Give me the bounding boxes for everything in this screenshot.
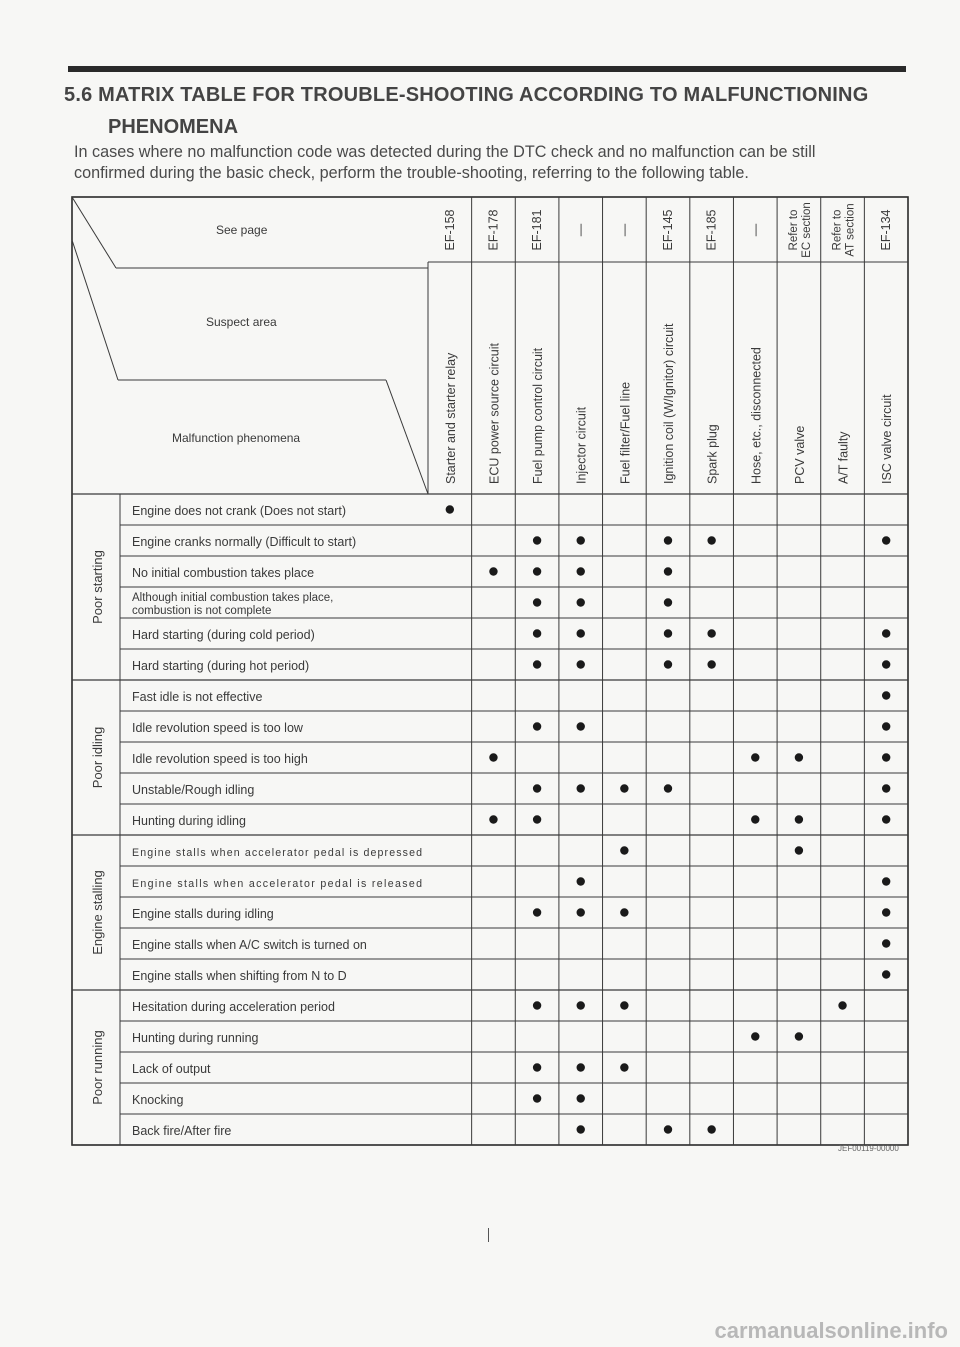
suspect-area-10: ISC valve circuit bbox=[880, 394, 895, 484]
phenomenon-label: Lack of output bbox=[132, 1062, 211, 1076]
check-mark-dot bbox=[533, 629, 541, 637]
page-ref-2: EF-181 bbox=[530, 209, 545, 251]
check-mark-dot bbox=[882, 877, 890, 885]
check-mark-dot bbox=[620, 784, 628, 792]
check-mark-dot bbox=[577, 1125, 585, 1133]
check-mark-dot bbox=[533, 815, 541, 823]
check-mark-dot bbox=[577, 1001, 585, 1009]
check-mark-dot bbox=[882, 784, 890, 792]
check-mark-dot bbox=[577, 629, 585, 637]
page-ref-3: — bbox=[573, 223, 588, 237]
suspect-area-8: PCV valve bbox=[792, 425, 807, 484]
check-mark-dot bbox=[533, 1001, 541, 1009]
phenomenon-label: Engine stalls when accelerator pedal is released bbox=[132, 878, 422, 890]
phenomenon-label: Engine stalls when A/C switch is turned on bbox=[132, 938, 367, 952]
phenomenon-label: Although initial combustion takes place, bbox=[132, 592, 334, 604]
phenomenon-label: Knocking bbox=[132, 1093, 184, 1107]
phenomenon-label: Engine does not crank (Does not start) bbox=[132, 504, 347, 518]
check-mark-dot bbox=[620, 1001, 628, 1009]
suspect-area-3: Injector circuit bbox=[574, 406, 589, 484]
intro-line-2: confirmed during the basic check, perform the trouble-shooting, referring to the following table. bbox=[74, 164, 749, 182]
suspect-area-1: ECU power source circuit bbox=[487, 342, 502, 484]
check-mark-dot bbox=[707, 660, 715, 668]
check-mark-dot bbox=[795, 846, 803, 854]
check-mark-dot bbox=[751, 815, 759, 823]
check-mark-dot bbox=[577, 567, 585, 575]
page-ref-4: — bbox=[617, 223, 632, 237]
document-code: JEF00119-00000 bbox=[838, 1144, 899, 1153]
group-label-2: Engine stalling bbox=[90, 870, 105, 955]
check-mark-dot bbox=[533, 536, 541, 544]
check-mark-dot bbox=[533, 908, 541, 916]
page-ref-7: — bbox=[748, 223, 763, 237]
check-mark-dot bbox=[577, 1094, 585, 1102]
check-mark-dot bbox=[577, 784, 585, 792]
phenomenon-label: Hunting during running bbox=[132, 1031, 259, 1045]
phenomenon-label: Idle revolution speed is too low bbox=[132, 721, 303, 735]
check-mark-dot bbox=[446, 505, 454, 513]
corner-diagonal-3 bbox=[386, 380, 428, 494]
phenomenon-label: No initial combustion takes place bbox=[132, 566, 315, 580]
phenomenon-label-line2: combustion is not complete bbox=[132, 605, 272, 617]
check-mark-dot bbox=[664, 784, 672, 792]
check-mark-dot bbox=[707, 536, 715, 544]
check-mark-dot bbox=[664, 536, 672, 544]
page-number-mark bbox=[488, 1228, 495, 1242]
suspect-area-0: Starter and starter relay bbox=[443, 352, 458, 484]
check-mark-dot bbox=[664, 660, 672, 668]
phenomenon-label: Unstable/Rough idling bbox=[132, 783, 255, 797]
check-mark-dot bbox=[577, 722, 585, 730]
page-ref-6: EF-185 bbox=[704, 209, 719, 251]
suspect-area-label: Suspect area bbox=[206, 315, 277, 329]
phenomenon-label: Engine stalls when shifting from N to D bbox=[132, 969, 347, 983]
check-mark-dot bbox=[664, 1125, 672, 1133]
check-mark-dot bbox=[882, 722, 890, 730]
phenomenon-label: Hard starting (during cold period) bbox=[132, 628, 315, 642]
check-mark-dot bbox=[707, 1125, 715, 1133]
check-mark-dot bbox=[795, 815, 803, 823]
check-mark-dot bbox=[882, 536, 890, 544]
intro-line-1: In cases where no malfunction code was detected during the DTC check and no malfunction can be still bbox=[74, 143, 816, 161]
check-mark-dot bbox=[882, 815, 890, 823]
check-mark-dot bbox=[577, 598, 585, 606]
check-mark-dot bbox=[882, 753, 890, 761]
check-mark-dot bbox=[577, 877, 585, 885]
check-mark-dot bbox=[664, 629, 672, 637]
phenomenon-label: Hunting during idling bbox=[132, 814, 246, 828]
page-ref-9-line2: AT section bbox=[844, 203, 857, 257]
phenomenon-label: Engine stalls during idling bbox=[132, 907, 274, 921]
phenomenon-label: Engine stalls when accelerator pedal is depressed bbox=[132, 847, 422, 859]
suspect-area-7: Hose, etc., disconnected bbox=[749, 347, 764, 484]
page-ref-5: EF-145 bbox=[661, 209, 675, 251]
suspect-area-5: Ignition coil (W/Ignitor) circuit bbox=[662, 323, 676, 484]
check-mark-dot bbox=[882, 629, 890, 637]
check-mark-dot bbox=[795, 753, 803, 761]
check-mark-dot bbox=[882, 691, 890, 699]
group-label-0: Poor starting bbox=[90, 550, 105, 624]
check-mark-dot bbox=[489, 815, 497, 823]
phenomenon-label: Engine cranks normally (Difficult to start) bbox=[132, 535, 357, 549]
check-mark-dot bbox=[533, 598, 541, 606]
check-mark-dot bbox=[533, 660, 541, 668]
check-mark-dot bbox=[838, 1001, 846, 1009]
page-ref-9: Refer to bbox=[831, 209, 844, 251]
check-mark-dot bbox=[577, 908, 585, 916]
check-mark-dot bbox=[533, 567, 541, 575]
check-mark-dot bbox=[577, 536, 585, 544]
page-ref-0: EF-158 bbox=[442, 209, 457, 251]
phenomenon-label: Back fire/After fire bbox=[132, 1124, 232, 1138]
check-mark-dot bbox=[577, 660, 585, 668]
check-mark-dot bbox=[882, 660, 890, 668]
check-mark-dot bbox=[664, 567, 672, 575]
check-mark-dot bbox=[620, 1063, 628, 1071]
check-mark-dot bbox=[533, 722, 541, 730]
page-ref-1: EF-178 bbox=[486, 209, 501, 251]
check-mark-dot bbox=[882, 908, 890, 916]
check-mark-dot bbox=[577, 1063, 585, 1071]
watermark: carmanualsonline.info bbox=[714, 1318, 948, 1343]
phenomenon-label: Fast idle is not effective bbox=[132, 690, 263, 704]
section-title-continued: PHENOMENA bbox=[108, 116, 239, 138]
phenomenon-label: Idle revolution speed is too high bbox=[132, 752, 308, 766]
suspect-area-9: A/T faulty bbox=[836, 431, 851, 484]
see-page-label: See page bbox=[216, 223, 268, 237]
check-mark-dot bbox=[795, 1032, 803, 1040]
suspect-area-4: Fuel filter/Fuel line bbox=[618, 381, 633, 484]
group-label-1: Poor idling bbox=[90, 726, 105, 789]
page-ref-8-line2: EC section bbox=[800, 202, 813, 258]
check-mark-dot bbox=[664, 598, 672, 606]
page-ref-10: EF-134 bbox=[879, 209, 894, 251]
page-ref-8: Refer to bbox=[787, 209, 800, 251]
check-mark-dot bbox=[489, 567, 497, 575]
suspect-area-2: Fuel pump control circuit bbox=[531, 347, 546, 484]
group-label-3: Poor running bbox=[90, 1030, 105, 1105]
malfunction-phenomena-label: Malfunction phenomena bbox=[172, 431, 301, 445]
check-mark-dot bbox=[489, 753, 497, 761]
phenomenon-label: Hesitation during acceleration period bbox=[132, 1000, 335, 1014]
check-mark-dot bbox=[533, 1063, 541, 1071]
check-mark-dot bbox=[751, 1032, 759, 1040]
check-mark-dot bbox=[882, 970, 890, 978]
check-mark-dot bbox=[533, 784, 541, 792]
check-mark-dot bbox=[620, 908, 628, 916]
phenomenon-label: Hard starting (during hot period) bbox=[132, 659, 310, 673]
check-mark-dot bbox=[707, 629, 715, 637]
check-mark-dot bbox=[620, 846, 628, 854]
check-mark-dot bbox=[533, 1094, 541, 1102]
check-mark-dot bbox=[882, 939, 890, 947]
suspect-area-6: Spark plug bbox=[705, 424, 720, 484]
check-mark-dot bbox=[751, 753, 759, 761]
corner-diagonal-1 bbox=[72, 197, 116, 268]
section-title: 5.6 MATRIX TABLE FOR TROUBLE-SHOOTING ACCORDING TO MALFUNCTIONING bbox=[64, 84, 869, 106]
